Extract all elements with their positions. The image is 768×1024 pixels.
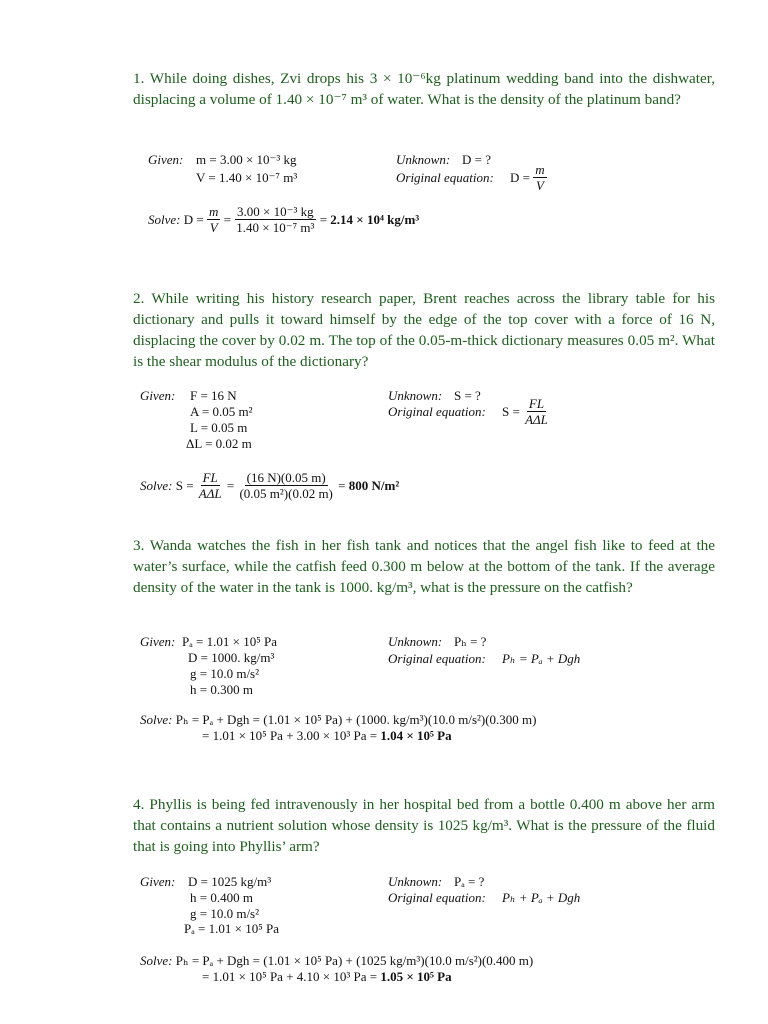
equation-fraction [533,162,546,193]
equation-lhs: D = [510,170,530,185]
solve-lhs: D = [183,212,204,227]
denominator: V [209,220,218,235]
equation-lhs: S = [502,404,520,419]
problem-4-question: 4. Phyllis is being fed intravenously in her hospital bed from a bottle 0.400 m above her arm that contains a nutrient solution whose density is 1025 kg/m³. What is the pressure of the fluid that is going into Phyllis’ arm? [133,796,715,855]
numerator: FL [202,470,218,485]
numerator: (16 N)(0.05 m) [246,470,326,485]
given-line: g = 10.0 m/s² [190,666,260,681]
numerator: 3.00 × 10⁻³ kg [237,204,314,219]
solve-fraction [234,204,316,235]
given-line: A = 0.05 m² [190,404,253,419]
unknown-label: Unknown: [388,634,443,649]
equation-fraction [523,396,550,427]
answer: 1.04 × 10⁵ Pa [380,728,452,743]
numerator: FL [528,396,545,411]
given-line: V = 1.40 × 10⁻⁷ m³ [196,170,298,185]
equation [502,396,550,427]
given-label: Given: [148,152,184,167]
solve-fraction [237,470,334,501]
equation-label: Original equation: [396,170,494,185]
solve-line: Solve: D = $\frac{m}{V}$ = $\frac{\text{3.00 × 10⁻³ kg}}{\text{1.40 × 10⁻⁷ m³}}$ = 2.14 × 10⁴ kg/m³ [148,204,420,235]
denominator: 1.40 × 10⁻⁷ m³ [236,220,315,235]
solve-label: Solve: [140,478,173,493]
problem-2-question: 2. While writing his history research paper, Brent reaches across the library table for his dictionary and pulls it toward himself by the edge of the top cover with a force of 16 N, displacing the cover by 0.02 m. The top of the 0.05-m-thick dictionary measures 0.05 m². What is the shear modulus of the dictionary? [133,290,715,370]
given-line: h = 0.300 m [190,682,253,697]
unknown-label: Unknown: [396,152,451,167]
problem-1-question: 1. While doing dishes, Zvi drops his 3 × 10⁻⁶kg platinum wedding band into the dishwater, displacing a volume of 1.40 × 10⁻⁷ m³ of water. What is the density of the platinum band? [133,70,715,108]
equation-label: Original equation: [388,890,486,905]
solve-expression: Pₕ = Pₐ + Dgh = (1.01 × 10⁵ Pa) + (1025 kg/m³)(10.0 m/s²)(0.400 m) [175,953,534,968]
given-label: Given: [140,874,176,889]
equation: Pₕ + Pₐ + Dgh [502,890,581,905]
equation-label: Original equation: [388,404,486,419]
given-line: m = 3.00 × 10⁻³ kg [196,152,297,167]
solve-label: Solve: [148,212,181,227]
unknown-value: D = ? [462,152,491,167]
answer: 800 N/m² [348,478,400,493]
given-line: h = 0.400 m [190,890,253,905]
unknown-label: Unknown: [388,388,443,403]
unknown-value: S = ? [454,388,481,403]
solve-line [140,712,537,727]
given-line: ΔL = 0.02 m [186,436,252,451]
unknown-label: Unknown: [388,874,443,889]
solve-fraction [197,470,224,501]
denominator: V [535,178,544,193]
equation: Pₕ = Pₐ + Dgh [502,651,581,666]
problem-3-question: 3. Wanda watches the fish in her fish tank and notices that the angel fish like to feed at the water’s surface, while the catfish feed 0.300 m below at the bottom of the tank. If the average density of the water in the tank is 1000. kg/m³, what is the pressure on the catfish? [133,537,715,596]
denominator: AΔL [525,412,548,427]
denominator: (0.05 m²)(0.02 m) [239,486,333,501]
solve-label: Solve: [140,712,173,727]
solve-expression: = 1.01 × 10⁵ Pa + 4.10 × 10³ Pa = [202,969,378,984]
equation-label: Original equation: [388,651,486,666]
given-line: L = 0.05 m [190,420,248,435]
given-label: Given: [140,634,176,649]
solve-label: Solve: [140,953,173,968]
numerator: m [208,204,219,219]
answer: 1.05 × 10⁵ Pa [380,969,452,984]
given-line: D = 1000. kg/m³ [188,650,275,665]
solve-expression: Pₕ = Pₐ + Dgh = (1.01 × 10⁵ Pa) + (1000. kg/m³)(10.0 m/s²)(0.300 m) [175,712,537,727]
solve-expression: = 1.01 × 10⁵ Pa + 3.00 × 10³ Pa = [202,728,378,743]
equation [510,162,547,193]
solve-line [202,728,452,743]
answer: 2.14 × 10⁴ kg/m³ [330,212,420,227]
given-line: Pₐ = 1.01 × 10⁵ Pa [182,634,277,649]
solve-lhs: S = [175,478,194,493]
numerator: m [535,162,545,177]
solve-line: Solve: S = $\frac{FL}{\text{AΔL}}$ = $\frac{(16 N)(0.05 m)}{\text{(0.05 m²)(0.02 m)}}$ = 800 N/m² [140,470,400,501]
unknown-value: Pₕ = ? [454,634,487,649]
given-line: g = 10.0 m/s² [190,906,260,921]
given-line: D = 1025 kg/m³ [188,874,272,889]
given-line: Pₐ = 1.01 × 10⁵ Pa [184,921,279,936]
solve-line [202,969,452,984]
unknown-value: Pₐ = ? [454,874,485,889]
solve-line [140,953,533,968]
denominator: AΔL [198,486,222,501]
given-label: Given: [140,388,176,403]
solve-fraction [207,204,220,235]
given-line: F = 16 N [190,388,237,403]
